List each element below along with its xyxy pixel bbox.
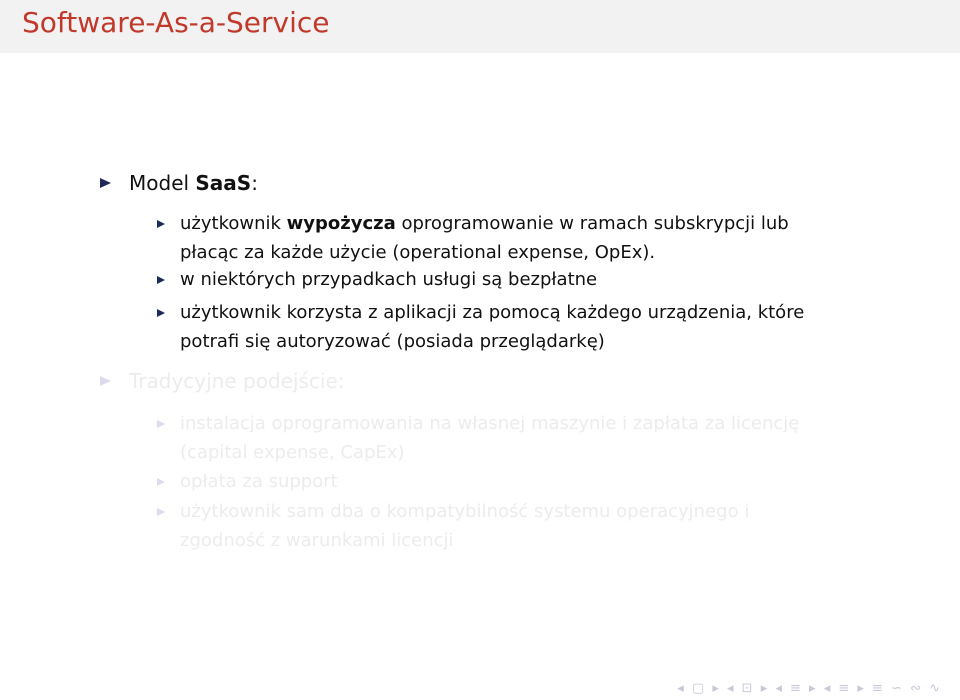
- bullet-marker: [100, 376, 111, 386]
- saas-item-1-line2: płacąc za każde użycie (operational expense, OpEx).: [180, 242, 656, 263]
- saas-item-3-line2: potrafi się autoryzować (posiada przeglądarkę): [180, 331, 605, 352]
- traditional-heading: Tradycyjne podejście:: [129, 369, 345, 393]
- sub-bullet-marker: [157, 276, 165, 284]
- sub-bullet-marker: [157, 508, 165, 516]
- saas-heading-bold: SaaS: [195, 171, 252, 195]
- traditional-item-3-line2: zgodność z warunkami licencji: [180, 530, 454, 551]
- sub-bullet-marker: [157, 220, 165, 228]
- saas-heading-suffix: :: [251, 171, 258, 195]
- saas-heading-prefix: Model: [129, 171, 196, 195]
- saas-item-2-line1: w niektórych przypadkach usługi są bezpłatne: [180, 269, 598, 290]
- bullet-marker: [100, 178, 111, 188]
- traditional-item-3-line1: użytkownik sam dba o kompatybilność systemu operacyjnego i: [180, 501, 750, 522]
- sub-bullet-marker: [157, 478, 165, 486]
- sub-bullet-marker: [157, 420, 165, 428]
- traditional-item-1-line2: (capital expense, CapEx): [180, 442, 405, 463]
- traditional-item-2-line1: opłata za support: [180, 471, 338, 492]
- traditional-item-1-line1: instalacja oprogramowania na własnej maszynie i zapłata za licencję: [180, 413, 800, 434]
- saas-item-1-bold: wypożycza: [286, 213, 396, 234]
- saas-item-1-prefix: użytkownik: [180, 213, 287, 234]
- sub-bullet-marker: [157, 309, 165, 317]
- saas-heading: [129, 170, 258, 196]
- slide-title: Software-As-a-Service: [22, 6, 330, 39]
- slide-navigation-controls[interactable]: ◂ ▢ ▸ ◂ ⊡ ▸ ◂ ≡ ▸ ◂ ≡ ▸ ≡ ∽ ∾ ∿: [677, 681, 942, 696]
- slide-title-bar: [0, 0, 960, 53]
- saas-item-1-suffix: oprogramowanie w ramach subskrypcji lub: [395, 213, 789, 234]
- saas-item-3-line1: użytkownik korzysta z aplikacji za pomocą każdego urządzenia, które: [180, 302, 805, 323]
